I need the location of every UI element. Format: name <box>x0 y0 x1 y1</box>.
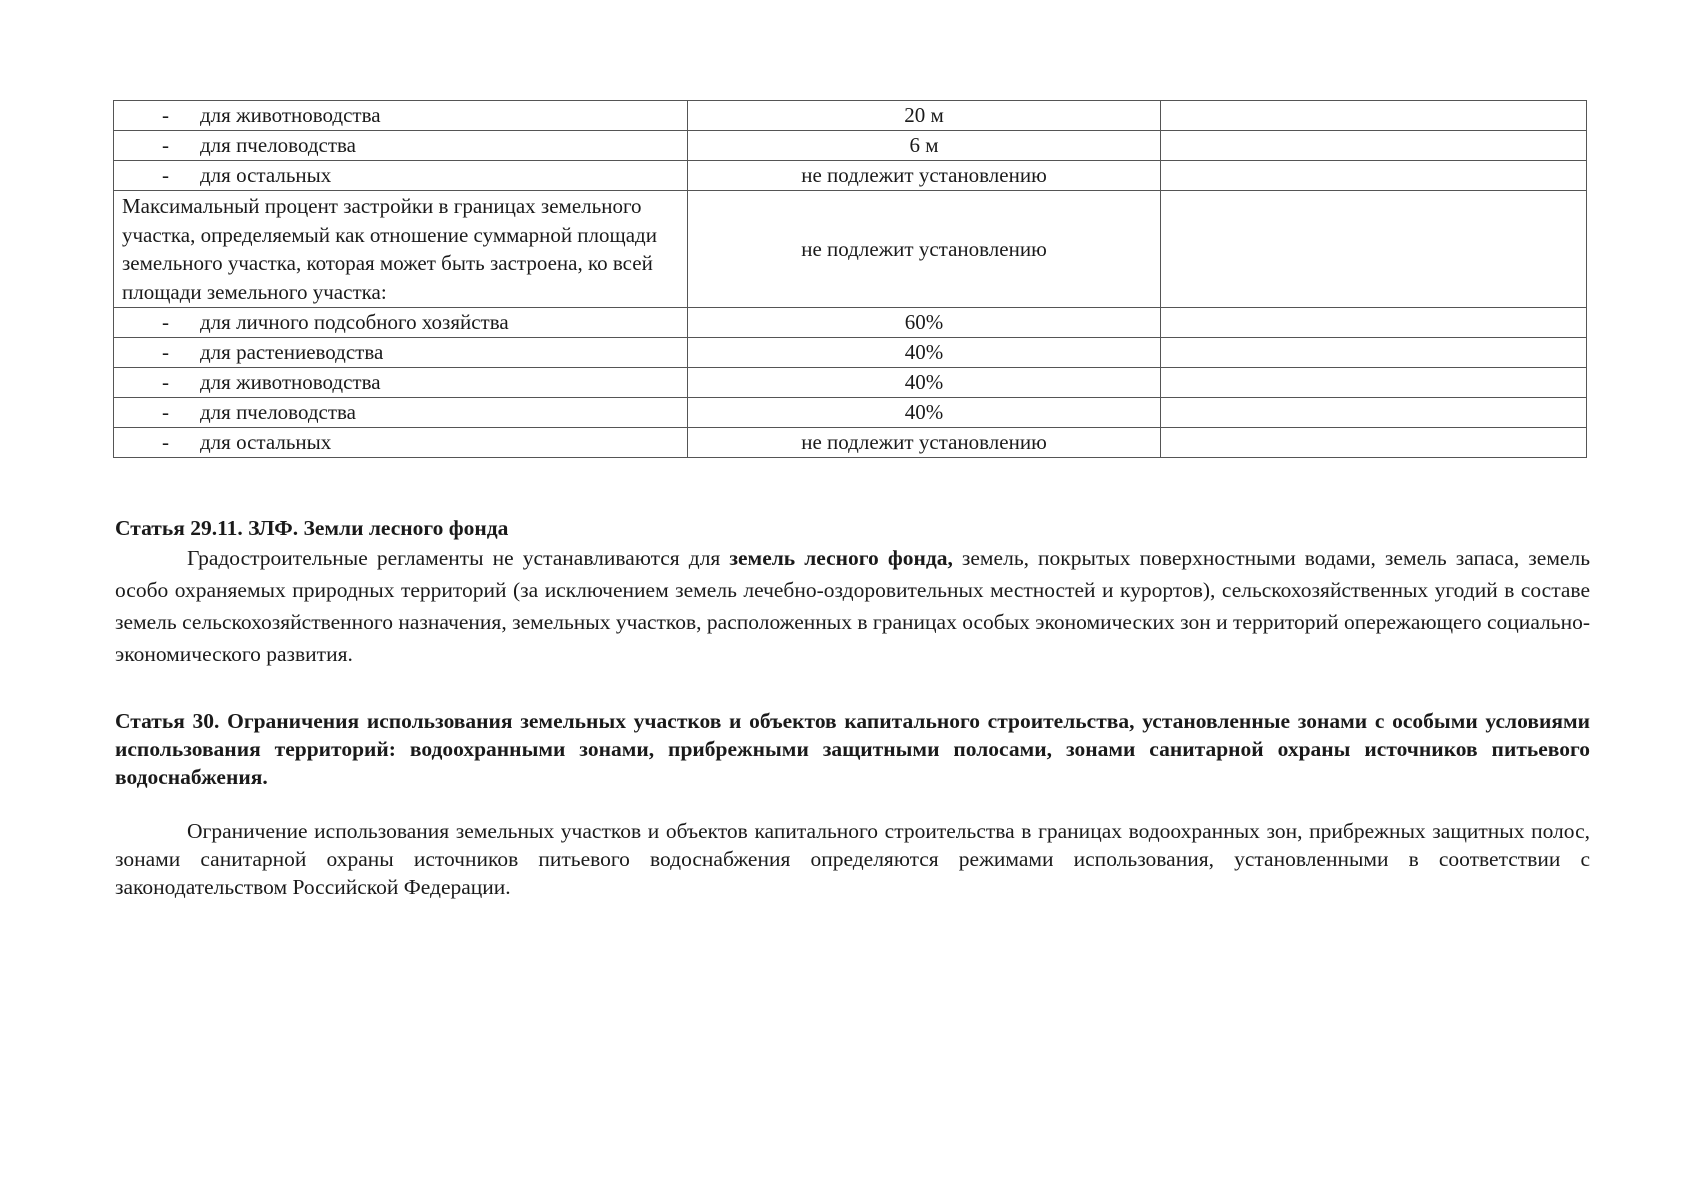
row-label-cell <box>114 428 688 458</box>
row-note <box>1161 368 1587 398</box>
row-label: для животноводства <box>200 370 381 394</box>
row-label: Максимальный процент застройки в границах земельного участка, определяемый как отношение суммарной площади земельного участка, которая может быть застроена, ко всей площади земельного участка: <box>114 191 688 308</box>
list-dash: - <box>162 163 169 187</box>
row-value: 40% <box>688 338 1161 368</box>
article-body-bold: земель лесного фонда, <box>729 546 953 570</box>
article-30 <box>115 707 1590 901</box>
table-row <box>114 368 1587 398</box>
article-29-11 <box>115 514 1590 670</box>
row-value: не подлежит установлению <box>688 191 1161 308</box>
table-row <box>114 161 1587 191</box>
article-title: Статья 29.11. ЗЛФ. Земли лесного фонда <box>115 516 509 540</box>
row-note <box>1161 308 1587 338</box>
row-value: 20 м <box>688 101 1161 131</box>
row-note <box>1161 398 1587 428</box>
row-note <box>1161 428 1587 458</box>
row-note <box>1161 161 1587 191</box>
row-label-cell <box>114 101 688 131</box>
list-dash: - <box>162 370 169 394</box>
table-row <box>114 428 1587 458</box>
row-label-cell <box>114 338 688 368</box>
list-dash: - <box>162 400 169 424</box>
row-value: не подлежит установлению <box>688 428 1161 458</box>
row-label: для остальных <box>200 430 332 454</box>
article-body-start: Градостроительные регламенты не устанавливаются для <box>187 546 730 570</box>
row-note <box>1161 101 1587 131</box>
row-note <box>1161 338 1587 368</box>
table-row <box>114 308 1587 338</box>
article-body: Ограничение использования земельных участков и объектов капитального строительства в границах водоохранных зон, прибрежных защитных полос, зонами санитарной охраны источников питьевого водоснабжения определяются режимами использования, установленными в соответствии с законодательством Российской Федерации. <box>115 819 1590 899</box>
row-label-cell <box>114 368 688 398</box>
list-dash: - <box>162 103 169 127</box>
table-row <box>114 191 1587 308</box>
row-label: для животноводства <box>200 103 381 127</box>
row-label: для пчеловодства <box>200 400 356 424</box>
row-value: не подлежит установлению <box>688 161 1161 191</box>
row-label: для личного подсобного хозяйства <box>200 310 509 334</box>
row-value: 40% <box>688 398 1161 428</box>
article-title: Статья 30. Ограничения использования земельных участков и объектов капитального строительства, установленные зонами с особыми условиями использования территорий: водоохранными зонами, прибрежными защитными полосами, зонами санитарной охраны источников питьевого водоснабжения. <box>115 709 1590 789</box>
row-value: 60% <box>688 308 1161 338</box>
parameters-table <box>113 100 1587 458</box>
row-label: для растениеводства <box>200 340 384 364</box>
list-dash: - <box>162 310 169 334</box>
list-dash: - <box>162 340 169 364</box>
row-label: для остальных <box>200 163 332 187</box>
row-value: 6 м <box>688 131 1161 161</box>
article-body-end: земель, покрытых поверхностными водами, земель запаса, земель особо охраняемых природных территорий (за исключением земель лечебно-оздоровительных местностей и курортов), сельскохозяйственных угодий в составе земель сельскохозяйственного назначения, земельных участков, расположенных в границах особых экономических зон и территорий опережающего социально-экономического развития. <box>115 546 1591 666</box>
row-note <box>1161 191 1587 308</box>
row-label-cell <box>114 308 688 338</box>
table-row <box>114 131 1587 161</box>
table-row <box>114 398 1587 428</box>
row-label-cell <box>114 161 688 191</box>
list-dash: - <box>162 430 169 454</box>
row-label-cell <box>114 131 688 161</box>
list-dash: - <box>162 133 169 157</box>
table-row <box>114 338 1587 368</box>
row-label: для пчеловодства <box>200 133 356 157</box>
row-value: 40% <box>688 368 1161 398</box>
row-note <box>1161 131 1587 161</box>
row-label-cell <box>114 398 688 428</box>
table-row <box>114 101 1587 131</box>
article-body <box>115 542 1590 670</box>
